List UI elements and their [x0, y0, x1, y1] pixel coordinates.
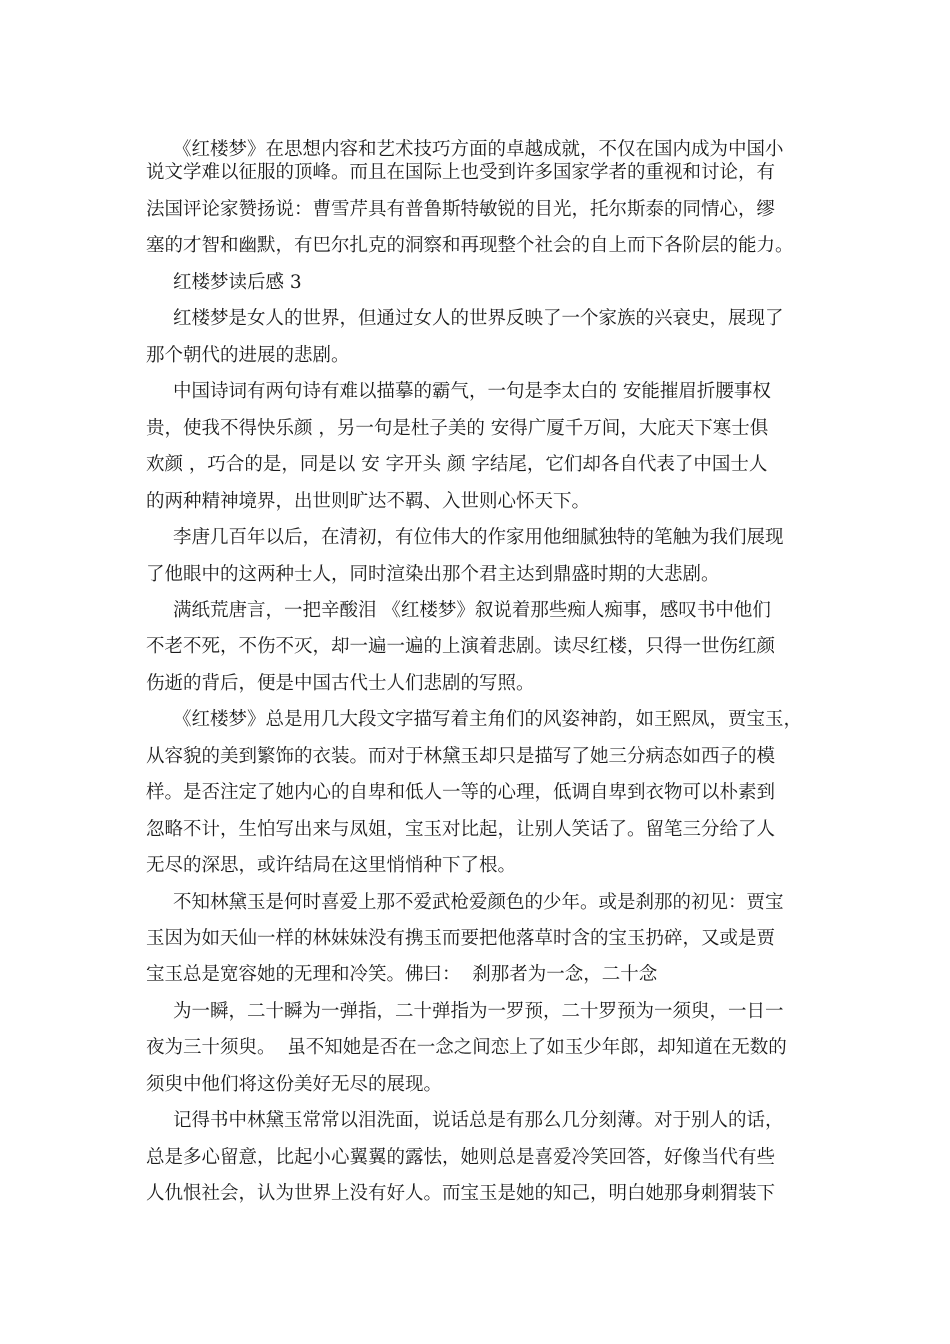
text-line: 的两种精神境界，出世则旷达不羁、入世则心怀天下。	[146, 491, 591, 512]
text-line: 《红楼梦》在思想内容和艺术技巧方面的卓越成就，不仅在国内成为中国小	[173, 139, 784, 160]
text-line: 了他眼中的这两种士人，同时渲染出那个君主达到鼎盛时期的大悲剧。	[146, 564, 720, 585]
text-line: 《红楼梦》总是用几大段文字描写着主角们的风姿神韵，如王熙凤，贾宝玉，	[173, 709, 803, 730]
text-line: 样。是否注定了她内心的自卑和低人一等的心理，低调自卑到衣物可以朴素到	[146, 782, 776, 803]
text-line: 中国诗词有两句诗有难以描摹的霸气，一句是李太白的 安能摧眉折腰事权	[173, 381, 771, 402]
text-line: 不知林黛玉是何时喜爱上那不爱武枪爱颜色的少年。或是刹那的初见：贾宝	[173, 892, 784, 913]
text-line: 夜为三十须臾。 虽不知她是否在一念之间恋上了如玉少年郎，却知道在无数的	[146, 1037, 787, 1058]
text-line: 欢颜 ，巧合的是，同是以 安 字开头 颜 字结尾，它们却各自代表了中国士人	[146, 454, 768, 475]
text-line: 为一瞬，二十瞬为一弹指，二十弹指为一罗预，二十罗预为一须臾，一日一	[173, 1001, 784, 1022]
text-line: 从容貌的美到繁饰的衣装。而对于林黛玉却只是描写了她三分病态如西子的模	[146, 746, 776, 767]
text-line: 塞的才智和幽默，有巴尔扎克的洞察和再现整个社会的自上而下各阶层的能力。	[146, 235, 794, 256]
text-line: 那个朝代的进展的悲剧。	[146, 345, 350, 366]
text-line: 忽略不计，生怕写出来与凤姐，宝玉对比起，让别人笑话了。留笔三分给了人	[146, 819, 776, 840]
text-line: 须臾中他们将这份美好无尽的展现。	[146, 1074, 443, 1095]
text-line: 红楼梦是女人的世界，但通过女人的世界反映了一个家族的兴衰史，展现了	[173, 308, 784, 329]
text-line: 总是多心留意，比起小心翼翼的露怯，她则总是喜爱冷笑回答，好像当代有些	[146, 1147, 776, 1168]
text-line: 李唐几百年以后，在清初，有位伟大的作家用他细腻独特的笔触为我们展现	[173, 527, 784, 548]
text-line: 法国评论家赞扬说：曹雪芹具有普鲁斯特敏锐的目光，托尔斯泰的同情心，缪	[146, 199, 776, 220]
text-line: 满纸荒唐言，一把辛酸泪 《红楼梦》叙说着那些痴人痴事，感叹书中他们	[173, 600, 771, 621]
text-line: 贵，使我不得快乐颜 ，另一句是杜子美的 安得广厦千万间，大庇天下寒士俱	[146, 418, 769, 439]
text-line: 宝玉总是宽容她的无理和冷笑。佛曰： 刹那者为一念，二十念	[146, 964, 658, 985]
text-line: 无尽的深思，或许结局在这里悄悄种下了根。	[146, 855, 517, 876]
text-line: 不老不死，不伤不灭，却一遍一遍的上演着悲剧。读尽红楼，只得一世伤红颜	[146, 636, 776, 657]
text-line: 记得书中林黛玉常常以泪洗面，说话总是有那么几分刻薄。对于别人的话，	[173, 1110, 784, 1131]
text-line: 说文学难以征服的顶峰。而且在国际上也受到许多国家学者的重视和讨论，有	[146, 162, 776, 183]
text-line: 玉因为如天仙一样的林妹妹没有携玉而要把他落草时含的宝玉扔碎，又或是贾	[146, 928, 776, 949]
text-line: 人仇恨社会，认为世界上没有好人。而宝玉是她的知己，明白她那身刺猬装下	[146, 1183, 776, 1204]
section-heading: 红楼梦读后感 3	[173, 272, 302, 293]
text-line: 伤逝的背后，便是中国古代士人们悲剧的写照。	[146, 673, 535, 694]
